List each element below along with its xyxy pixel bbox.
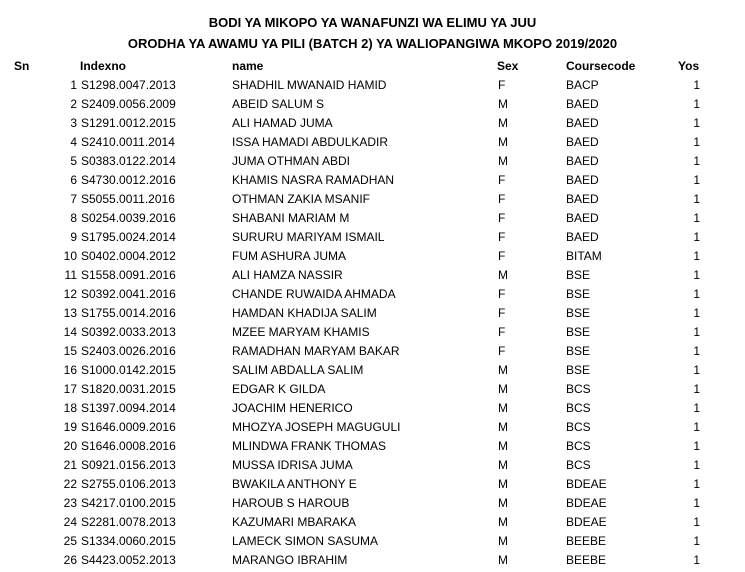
cell-sex: M: [498, 382, 508, 396]
cell-coursecode: BSE: [566, 306, 591, 320]
cell-name: SHABANI MARIAM M: [232, 211, 350, 225]
table-row: [0, 249, 745, 268]
cell-indexno: S1820.0031.2015: [81, 382, 176, 396]
cell-yos: 1: [693, 306, 700, 320]
cell-sex: F: [498, 211, 506, 225]
cell-yos: 1: [693, 439, 700, 453]
table-row: [0, 458, 745, 477]
cell-yos: 1: [693, 477, 700, 491]
cell-indexno: S5055.0011.2016: [81, 192, 175, 206]
table-row: [0, 287, 745, 306]
cell-coursecode: BSE: [566, 344, 591, 358]
cell-name: ABEID SALUM S: [232, 97, 325, 111]
cell-coursecode: BDEAE: [566, 477, 607, 491]
cell-yos: 1: [693, 135, 700, 149]
cell-coursecode: BDEAE: [566, 496, 607, 510]
cell-sex: M: [498, 401, 508, 415]
cell-yos: 1: [693, 97, 700, 111]
cell-indexno: S1000.0142.2015: [81, 363, 176, 377]
cell-yos: 1: [693, 173, 700, 187]
cell-yos: 1: [693, 496, 700, 510]
cell-name: OTHMAN ZAKIA MSANIF: [232, 192, 371, 206]
cell-sn: 1: [70, 78, 77, 92]
cell-name: MARANGO IBRAHIM: [232, 553, 348, 567]
cell-sex: M: [498, 458, 508, 472]
table-row: [0, 211, 745, 230]
table-row: [0, 496, 745, 515]
cell-yos: 1: [693, 192, 700, 206]
table-row: [0, 173, 745, 192]
cell-indexno: S1397.0094.2014: [81, 401, 176, 415]
cell-yos: 1: [693, 382, 700, 396]
cell-sn: 22: [63, 477, 77, 491]
cell-coursecode: BSE: [566, 268, 591, 282]
cell-yos: 1: [693, 401, 700, 415]
cell-sn: 19: [63, 420, 77, 434]
cell-coursecode: BAED: [566, 192, 599, 206]
header-coursecode: Coursecode: [566, 59, 636, 73]
cell-name: JUMA OTHMAN ABDI: [232, 154, 351, 168]
table-row: [0, 135, 745, 154]
cell-yos: 1: [693, 344, 700, 358]
cell-coursecode: BSE: [566, 287, 591, 301]
cell-sex: F: [498, 306, 506, 320]
cell-sex: M: [498, 439, 508, 453]
table-body: [0, 78, 745, 572]
cell-sex: F: [498, 230, 506, 244]
cell-indexno: S2409.0056.2009: [81, 97, 176, 111]
document-subtitle: ORODHA YA AWAMU YA PILI (BATCH 2) YA WALIOPANGIWA MKOPO 2019/2020: [127, 36, 618, 51]
cell-sn: 5: [70, 154, 77, 168]
cell-sex: F: [498, 78, 506, 92]
cell-yos: 1: [693, 458, 700, 472]
cell-indexno: S4730.0012.2016: [81, 173, 176, 187]
cell-yos: 1: [693, 154, 700, 168]
cell-yos: 1: [693, 553, 700, 567]
cell-yos: 1: [693, 78, 700, 92]
header-yos: Yos: [678, 59, 700, 73]
cell-coursecode: BCS: [566, 420, 591, 434]
header-name: name: [232, 59, 264, 73]
header-sex: Sex: [497, 59, 519, 73]
cell-name: SURURU MARIYAM ISMAIL: [232, 230, 385, 244]
cell-sex: F: [498, 325, 506, 339]
cell-yos: 1: [693, 515, 700, 529]
cell-name: ISSA HAMADI ABDULKADIR: [232, 135, 389, 149]
cell-sex: M: [498, 534, 508, 548]
table-row: [0, 116, 745, 135]
cell-sex: M: [498, 154, 508, 168]
table-row: [0, 382, 745, 401]
cell-coursecode: BACP: [566, 78, 599, 92]
cell-yos: 1: [693, 363, 700, 377]
cell-indexno: S2281.0078.2013: [81, 515, 176, 529]
cell-name: JOACHIM HENERICO: [232, 401, 353, 415]
cell-coursecode: BEEBE: [566, 553, 607, 567]
cell-yos: 1: [693, 116, 700, 130]
cell-name: BWAKILA ANTHONY E: [232, 477, 357, 491]
cell-name: SALIM ABDALLA SALIM: [232, 363, 364, 377]
cell-name: KAZUMARI MBARAKA: [232, 515, 357, 529]
cell-yos: 1: [693, 249, 700, 263]
cell-coursecode: BCS: [566, 439, 591, 453]
cell-sn: 25: [63, 534, 77, 548]
cell-yos: 1: [693, 211, 700, 225]
cell-sex: M: [498, 553, 508, 567]
cell-sn: 7: [70, 192, 77, 206]
cell-indexno: S1646.0008.2016: [81, 439, 176, 453]
cell-coursecode: BCS: [566, 401, 591, 415]
cell-sn: 17: [63, 382, 77, 396]
cell-name: ALI HAMZA NASSIR: [232, 268, 343, 282]
cell-sn: 8: [70, 211, 77, 225]
cell-coursecode: BAED: [566, 116, 599, 130]
cell-sn: 20: [63, 439, 77, 453]
cell-sex: M: [498, 116, 508, 130]
cell-indexno: S0402.0004.2012: [81, 249, 176, 263]
cell-name: HAMDAN KHADIJA SALIM: [232, 306, 377, 320]
cell-yos: 1: [693, 420, 700, 434]
cell-sn: 3: [70, 116, 77, 130]
cell-name: EDGAR K GILDA: [232, 382, 326, 396]
table-row: [0, 439, 745, 458]
cell-sex: M: [498, 363, 508, 377]
cell-yos: 1: [693, 268, 700, 282]
cell-sex: F: [498, 287, 506, 301]
cell-name: KHAMIS NASRA RAMADHAN: [232, 173, 395, 187]
cell-name: MUSSA IDRISA JUMA: [232, 458, 353, 472]
cell-coursecode: BAED: [566, 135, 599, 149]
cell-indexno: S0254.0039.2016: [81, 211, 176, 225]
cell-sex: F: [498, 192, 506, 206]
cell-indexno: S1298.0047.2013: [81, 78, 176, 92]
cell-sex: F: [498, 173, 506, 187]
cell-sn: 9: [70, 230, 77, 244]
cell-sn: 26: [63, 553, 77, 567]
cell-coursecode: BAED: [566, 154, 599, 168]
document-title: BODI YA MIKOPO YA WANAFUNZI WA ELIMU YA JUU: [208, 15, 537, 30]
cell-coursecode: BAED: [566, 173, 599, 187]
cell-sex: M: [498, 268, 508, 282]
cell-sn: 18: [63, 401, 77, 415]
header-sn: Sn: [14, 59, 30, 73]
cell-name: SHADHIL MWANAID HAMID: [232, 78, 387, 92]
table-row: [0, 344, 745, 363]
cell-indexno: S2755.0106.2013: [81, 477, 176, 491]
cell-sex: M: [498, 515, 508, 529]
table-row: [0, 515, 745, 534]
table-row: [0, 477, 745, 496]
cell-coursecode: BAED: [566, 230, 599, 244]
cell-yos: 1: [693, 230, 700, 244]
table-row: [0, 230, 745, 249]
cell-yos: 1: [693, 534, 700, 548]
cell-sn: 11: [64, 268, 77, 282]
cell-name: MLINDWA FRANK THOMAS: [232, 439, 387, 453]
cell-coursecode: BSE: [566, 363, 591, 377]
cell-indexno: S1646.0009.2016: [81, 420, 176, 434]
cell-sn: 24: [63, 515, 77, 529]
cell-name: MZEE MARYAM KHAMIS: [232, 325, 370, 339]
cell-indexno: S4423.0052.2013: [81, 553, 176, 567]
cell-coursecode: BSE: [566, 325, 591, 339]
header-indexno: Indexno: [80, 59, 127, 73]
table-row: [0, 192, 745, 211]
cell-sn: 10: [63, 249, 77, 263]
cell-indexno: S0921.0156.2013: [81, 458, 176, 472]
cell-sn: 4: [70, 135, 77, 149]
cell-sn: 21: [63, 458, 77, 472]
cell-sn: 12: [63, 287, 77, 301]
cell-indexno: S1334.0060.2015: [81, 534, 176, 548]
cell-indexno: S1291.0012.2015: [81, 116, 176, 130]
cell-indexno: S0383.0122.2014: [81, 154, 176, 168]
cell-yos: 1: [693, 287, 700, 301]
cell-coursecode: BCS: [566, 382, 591, 396]
cell-sex: M: [498, 135, 508, 149]
table-row: [0, 534, 745, 553]
cell-sn: 23: [63, 496, 77, 510]
cell-sn: 15: [63, 344, 77, 358]
cell-indexno: S4217.0100.2015: [81, 496, 176, 510]
cell-coursecode: BEEBE: [566, 534, 607, 548]
cell-name: MHOZYA JOSEPH MAGUGULI: [232, 420, 401, 434]
cell-indexno: S0392.0033.2013: [81, 325, 176, 339]
cell-name: ALI HAMAD JUMA: [232, 116, 333, 130]
cell-coursecode: BCS: [566, 458, 591, 472]
cell-sex: F: [498, 249, 506, 263]
cell-sex: M: [498, 496, 508, 510]
cell-indexno: S0392.0041.2016: [81, 287, 176, 301]
table-row: [0, 268, 745, 287]
table-row: [0, 306, 745, 325]
cell-sn: 13: [63, 306, 77, 320]
cell-yos: 1: [693, 325, 700, 339]
cell-sn: 2: [70, 97, 77, 111]
cell-name: HAROUB S HAROUB: [232, 496, 350, 510]
cell-coursecode: BDEAE: [566, 515, 607, 529]
table-row: [0, 363, 745, 382]
cell-name: FUM ASHURA JUMA: [232, 249, 347, 263]
cell-sex: M: [498, 97, 508, 111]
table-row: [0, 325, 745, 344]
cell-coursecode: BAED: [566, 211, 599, 225]
cell-indexno: S1558.0091.2016: [81, 268, 176, 282]
table-row: [0, 154, 745, 173]
table-row: [0, 78, 745, 97]
cell-name: CHANDE RUWAIDA AHMADA: [232, 287, 396, 301]
cell-sn: 6: [70, 173, 77, 187]
cell-indexno: S2403.0026.2016: [81, 344, 176, 358]
cell-sex: M: [498, 477, 508, 491]
cell-indexno: S1755.0014.2016: [81, 306, 176, 320]
cell-name: RAMADHAN MARYAM BAKAR: [232, 344, 400, 358]
cell-indexno: S2410.0011.2014: [81, 135, 175, 149]
cell-sn: 14: [63, 325, 77, 339]
cell-indexno: S1795.0024.2014: [81, 230, 176, 244]
table-row: [0, 420, 745, 439]
cell-coursecode: BAED: [566, 97, 599, 111]
cell-coursecode: BITAM: [566, 249, 602, 263]
table-row: [0, 401, 745, 420]
cell-sex: M: [498, 420, 508, 434]
cell-sex: F: [498, 344, 506, 358]
cell-sn: 16: [63, 363, 77, 377]
cell-name: LAMECK SIMON SASUMA: [232, 534, 379, 548]
table-row: [0, 97, 745, 116]
